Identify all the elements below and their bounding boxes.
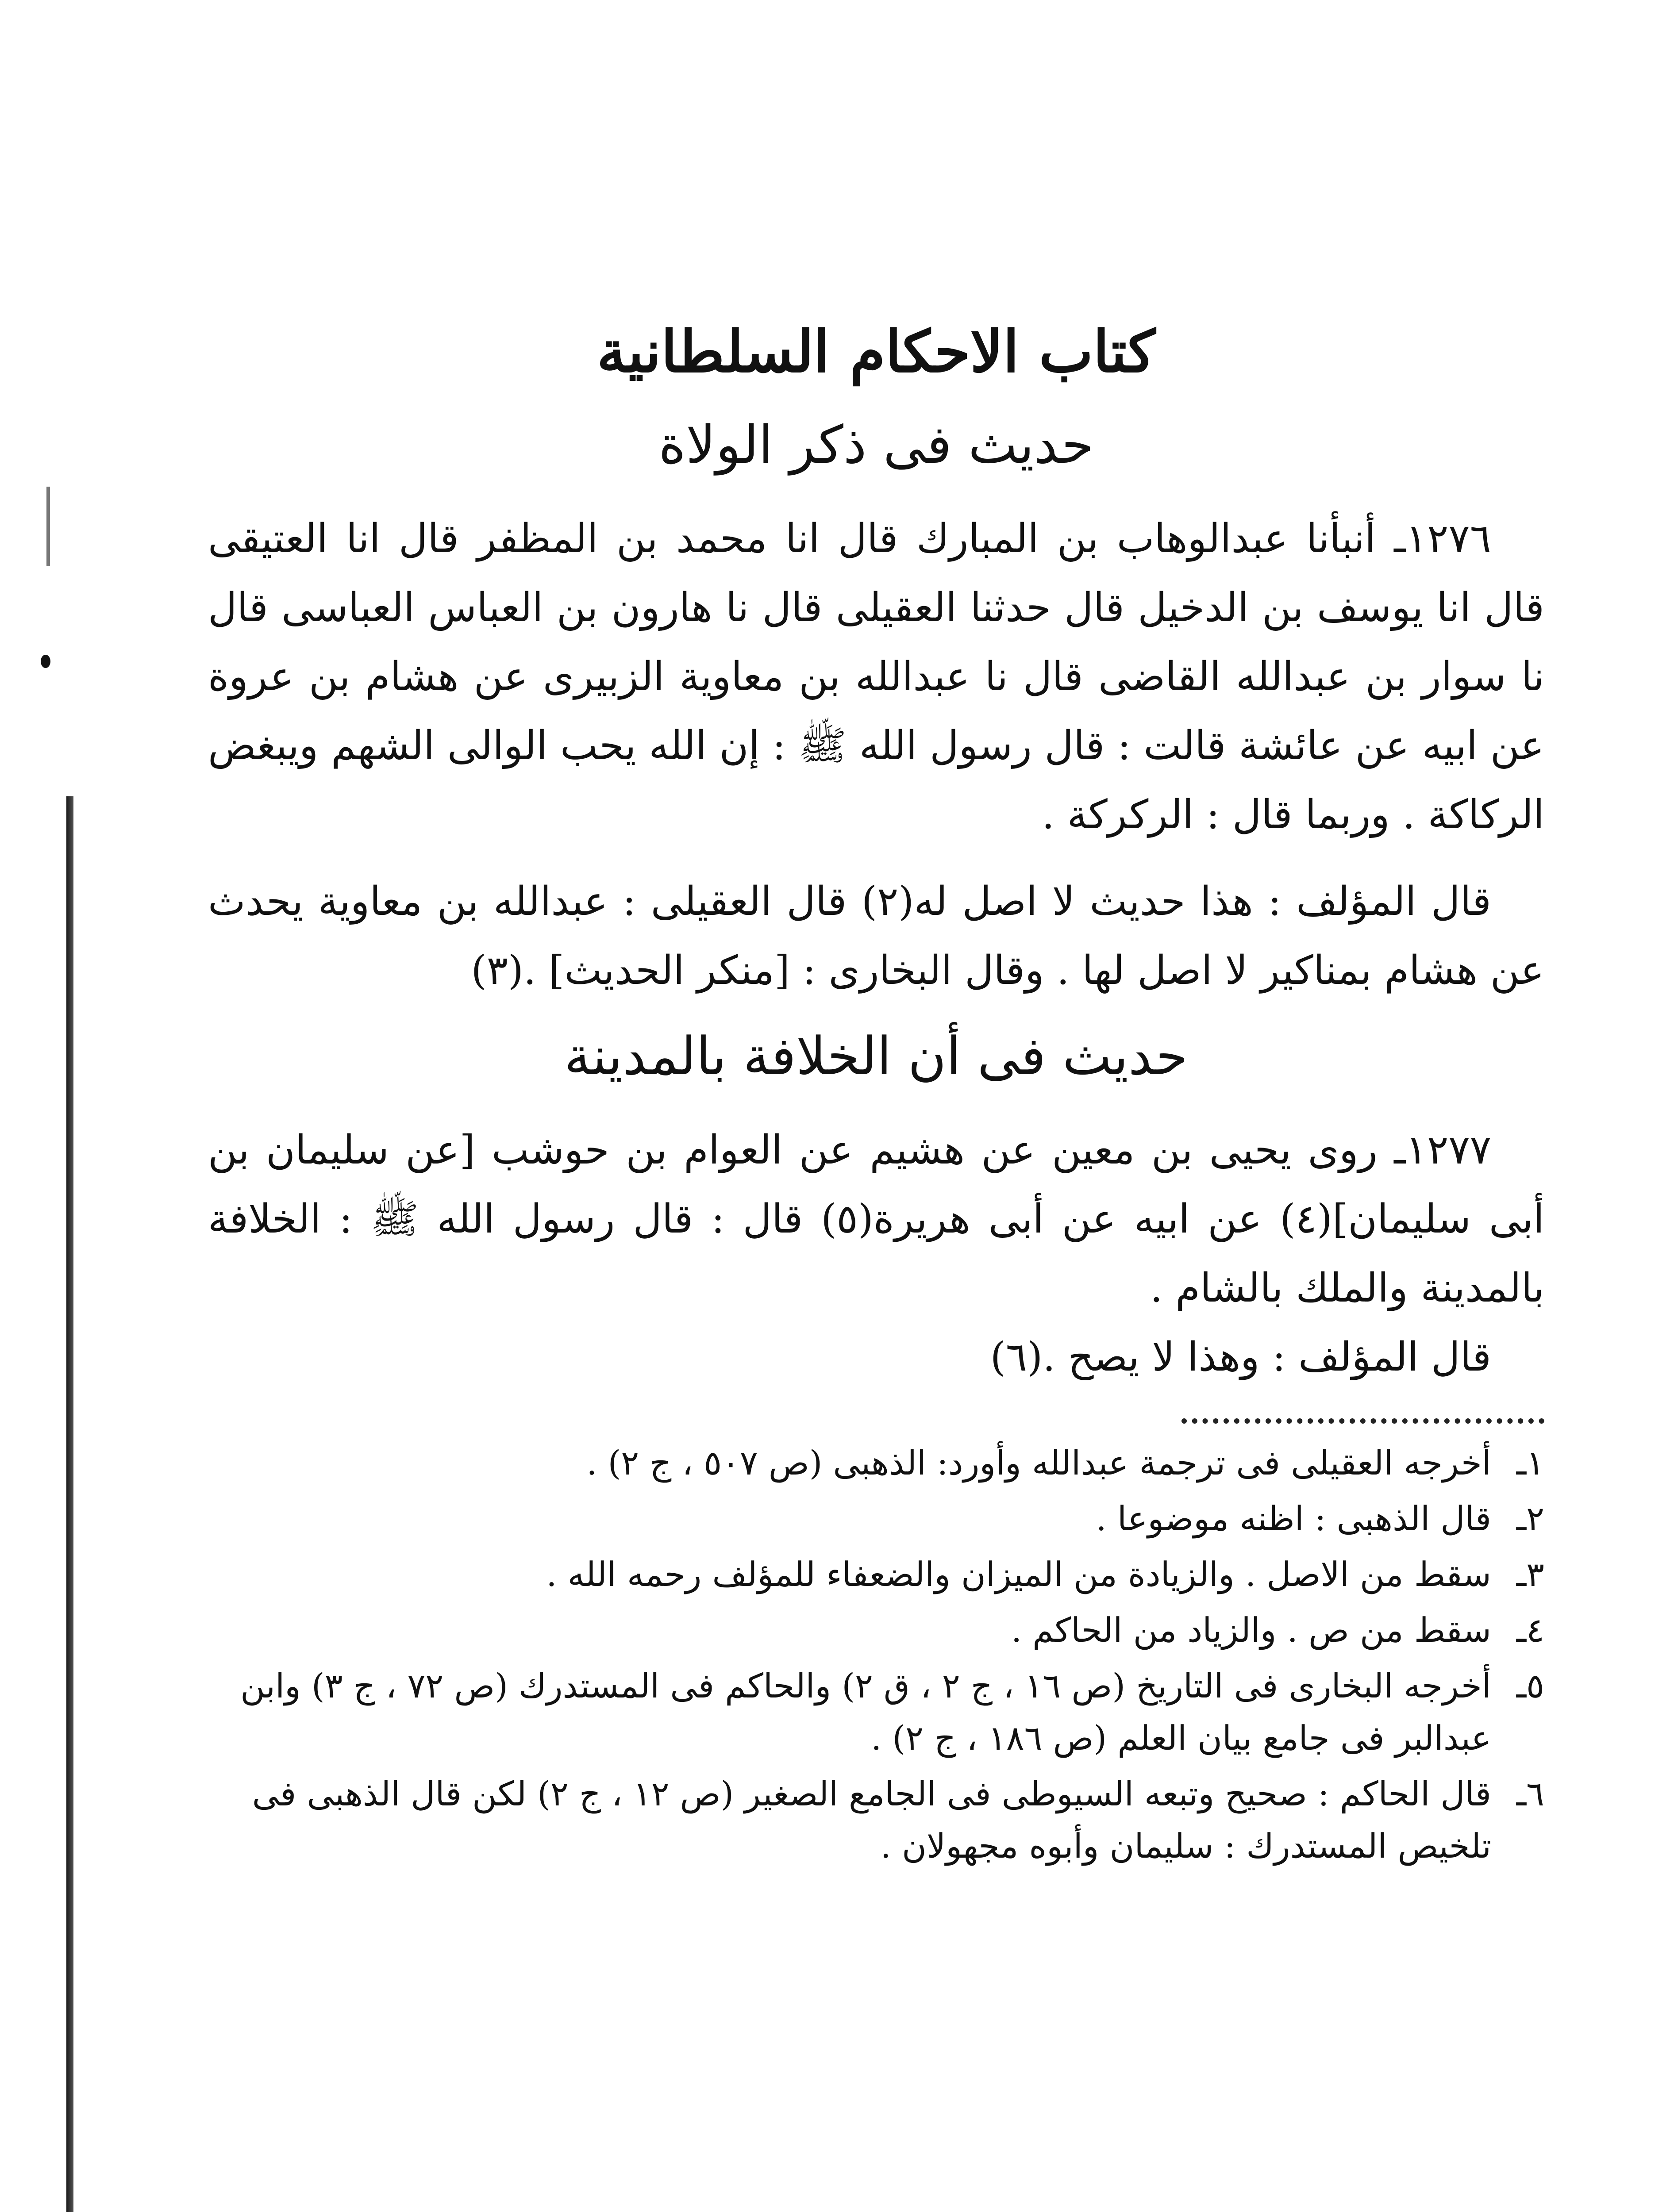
- footnote-item: [208, 1768, 1544, 1872]
- footnote-item: [208, 1548, 1544, 1601]
- footnote-item: [208, 1437, 1544, 1489]
- footnote-number: ٤ـ: [1516, 1610, 1544, 1650]
- footnotes-list: [208, 1437, 1544, 1872]
- chapter-title: حديث فى أن الخلافة بالمدينة: [564, 1025, 1188, 1087]
- hadith-text: ١٢٧٦ـ أنبأنا عبدالوهاب بن المبارك قال انا محمد بن المظفر قال انا العتيقى قال انا يوسف بن الدخيل قال حدثنا العقيلى قال نا هارون بن العباس العباسى قال نا سوار بن عبدالله القاضى قال نا عبدالله بن معاوية الزبيرى عن هشام بن عروة عن ابيه عن عائشة قالت : قال رسول الله ﷺ : إن الله يحب الوالى الشهم ويبغض الركاكة . وربما قال : الركركة .: [208, 515, 1544, 838]
- scan-artifact-mark: [46, 487, 50, 566]
- footnote-item: [208, 1493, 1544, 1545]
- author-comment: قال المؤلف : هذا حديث لا اصل له(٢) قال العقيلى : عبدالله بن معاوية يحدث عن هشام بمناكير لا اصل لها . وقال البخارى : [منكر الحديث] .(٣): [208, 878, 1544, 994]
- footnote-text: قال الحاكم : صحيح وتبعه السيوطى فى الجامع الصغير (ص ١٢ ، ج ٢) لكن قال الذهبى فى تلخيص المستدرك : سليمان وأبوه مجهولان .: [252, 1774, 1491, 1866]
- footnote-number: ٢ـ: [1516, 1499, 1544, 1538]
- footnote-item: [208, 1604, 1544, 1656]
- footnote-number: ٣ـ: [1516, 1555, 1544, 1594]
- section-caliphate: [208, 1014, 1544, 1392]
- book-title: كتاب الاحكام السلطانية: [596, 318, 1156, 385]
- page-content: [208, 310, 1544, 1876]
- scan-artifact-dot: [41, 655, 50, 668]
- footnote-text: أخرجه العقيلى فى ترجمة عبدالله وأورد: الذهبى (ص ٥٠٧ ، ج ٢) .: [586, 1443, 1491, 1482]
- footnote-separator: [1181, 1418, 1544, 1424]
- footnote-item: [208, 1660, 1544, 1764]
- author-comment: قال المؤلف : وهذا لا يصح .(٦): [990, 1334, 1491, 1380]
- footnote-number: ٥ـ: [1516, 1666, 1544, 1705]
- scan-binding-shadow: [66, 796, 73, 2212]
- footnote-number: ٦ـ: [1516, 1774, 1544, 1813]
- footnote-text: أخرجه البخارى فى التاريخ (ص ١٦ ، ج ٢ ، ق ٢) والحاكم فى المستدرك (ص ٧٢ ، ج ٣) وابن عبدالبر فى جامع بيان العلم (ص ١٨٦ ، ج ٢) .: [240, 1666, 1491, 1758]
- footnote-text: سقط من الاصل . والزيادة من الميزان والضعفاء للمؤلف رحمه الله .: [546, 1555, 1491, 1594]
- chapter-title: حديث فى ذكر الولاة: [658, 414, 1094, 475]
- footnote-text: قال الذهبى : اظنه موضوعا .: [1096, 1499, 1491, 1538]
- section-rulers: [208, 403, 1544, 1005]
- footnote-number: ١ـ: [1516, 1443, 1544, 1482]
- footnote-text: سقط من ص . والزياد من الحاكم .: [1011, 1610, 1491, 1650]
- hadith-text: ١٢٧٧ـ روى يحيى بن معين عن هشيم عن العوام بن حوشب [عن سليمان بن أبى سليمان](٤) عن ابيه عن أبى هريرة(٥) قال : قال رسول الله ﷺ : الخلافة بالمدينة والملك بالشام .: [208, 1127, 1544, 1311]
